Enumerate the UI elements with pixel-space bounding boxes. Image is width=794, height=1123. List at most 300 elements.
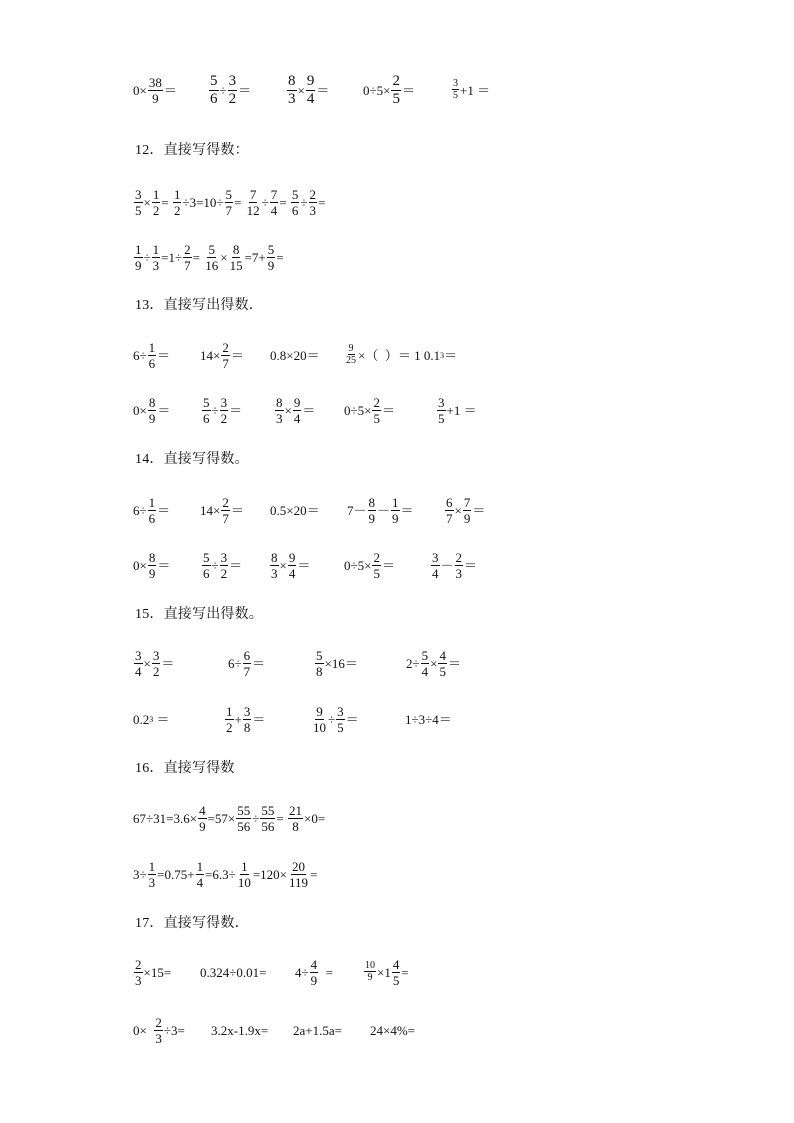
- fraction: [148, 860, 157, 889]
- expression-text: 6.3÷: [212, 866, 236, 882]
- fraction-numerator: 9: [306, 72, 315, 89]
- fraction-denominator: 2: [226, 719, 233, 735]
- fraction-numerator: 4: [199, 802, 206, 818]
- expression-text: 0.75+: [164, 866, 195, 882]
- fraction: [148, 496, 157, 525]
- expression-text: 6÷: [133, 347, 147, 363]
- exponent: 3: [149, 714, 154, 724]
- fraction-numerator: 8: [148, 549, 156, 565]
- expression-text: 0.5×20＝: [270, 502, 320, 518]
- fraction-numerator: 3: [432, 549, 439, 565]
- math-expression: [224, 699, 265, 739]
- fraction-numerator: 1: [152, 241, 160, 257]
- fraction: [364, 961, 376, 983]
- fraction-denominator: 9: [463, 510, 471, 526]
- expression-text: ＝: [230, 502, 244, 518]
- math-expression: [133, 1010, 185, 1050]
- fraction-denominator: 4: [288, 565, 296, 581]
- expression-text: 0.2: [133, 711, 150, 727]
- fraction-denominator: 2: [228, 90, 237, 107]
- fraction: [452, 79, 459, 101]
- expression-text: ＝: [230, 347, 244, 363]
- expression-text: 67÷31=: [133, 810, 174, 826]
- fraction-denominator: 7: [225, 202, 233, 218]
- problem-row: [0, 854, 794, 894]
- fraction-denominator: 6: [210, 90, 218, 107]
- expression-text: 4÷: [295, 964, 309, 980]
- fraction-numerator: 1: [135, 241, 142, 257]
- fraction: [391, 74, 401, 107]
- expression-text: 3.6×: [173, 810, 198, 826]
- fraction-numerator: 1: [148, 494, 156, 510]
- math-expression: [133, 70, 177, 110]
- expression-text: 0÷5×: [344, 402, 372, 418]
- expression-text: ＝: [447, 655, 461, 671]
- math-expression: [133, 335, 170, 375]
- expression-text: ×（ ）＝ 1 0.1: [358, 347, 441, 363]
- fraction-numerator: 2: [373, 394, 380, 410]
- problem-row: [0, 390, 794, 430]
- fraction-numerator: 1: [152, 186, 160, 202]
- fraction-denominator: 9: [392, 510, 399, 526]
- fraction-denominator: 3: [135, 972, 142, 988]
- fraction-denominator: 2: [152, 202, 160, 218]
- fraction-denominator: 56: [261, 818, 275, 834]
- expression-text: 0.324÷0.01=: [200, 964, 267, 980]
- expression-text: 0÷5×: [363, 82, 391, 98]
- fraction: [437, 396, 446, 425]
- fraction: [173, 188, 182, 217]
- expression-text: 24×4%=: [370, 1022, 415, 1038]
- expression-text: ＝: [302, 402, 316, 418]
- fraction-denominator: 9: [310, 972, 318, 988]
- fraction: [372, 551, 381, 580]
- fraction-denominator: 25: [346, 355, 356, 366]
- fraction: [392, 958, 401, 987]
- fraction: [315, 649, 324, 678]
- math-expression: [444, 490, 485, 530]
- expression-text: ÷: [211, 557, 219, 573]
- fraction-denominator: 7: [222, 355, 229, 371]
- fraction-numerator: 10: [365, 960, 375, 971]
- fraction-numerator: 5: [203, 394, 210, 410]
- fraction-numerator: 3: [243, 703, 251, 719]
- math-expression: [201, 545, 242, 585]
- fraction-numerator: 2: [455, 549, 463, 565]
- math-expression: [451, 70, 490, 110]
- fraction-denominator: 5: [438, 410, 445, 426]
- fraction: [438, 649, 447, 678]
- fraction-numerator: 1: [392, 494, 399, 510]
- fraction: [202, 551, 211, 580]
- fraction: [287, 74, 297, 107]
- expression-text: 120×: [260, 866, 287, 882]
- section-heading: 13．直接写出得数．: [135, 298, 263, 313]
- expression-text: [284, 812, 287, 825]
- problem-row: [0, 237, 794, 277]
- fraction: [148, 76, 163, 105]
- expression-text: ＝: [163, 82, 177, 98]
- section-heading: 15．直接写出得数。: [135, 607, 263, 622]
- math-expression: [370, 1010, 415, 1050]
- math-expression: [133, 545, 170, 585]
- fraction-denominator: 6: [291, 202, 299, 218]
- fraction-numerator: 9: [288, 549, 296, 565]
- fraction: [148, 396, 157, 425]
- fraction-numerator: 2: [309, 186, 317, 202]
- fraction: [134, 649, 143, 678]
- expression-text: 0×: [133, 402, 147, 418]
- expression-text: ×: [143, 194, 151, 210]
- fraction: [391, 496, 400, 525]
- fraction: [345, 344, 357, 366]
- fraction: [306, 74, 316, 107]
- expression-text: =: [161, 249, 169, 265]
- fraction: [260, 804, 275, 833]
- fraction: [220, 551, 229, 580]
- problem-row: [0, 798, 794, 838]
- fraction-numerator: 5: [291, 186, 299, 202]
- fraction-denominator: 9: [152, 90, 159, 106]
- fraction: [196, 860, 205, 889]
- expression-text: =: [318, 194, 326, 210]
- fraction-denominator: 9: [368, 510, 376, 526]
- section-heading: 14．直接写得数。: [135, 452, 249, 467]
- fraction: [221, 341, 230, 370]
- problem-row: [0, 952, 794, 992]
- expression-text: =: [234, 194, 242, 210]
- fraction: [225, 705, 234, 734]
- fraction: [270, 551, 279, 580]
- fraction-numerator: 4: [439, 647, 446, 663]
- math-expression: [311, 699, 359, 739]
- fraction-denominator: 15: [229, 257, 243, 273]
- fraction-denominator: 9: [148, 410, 156, 426]
- fraction: [463, 496, 472, 525]
- problem-row: [0, 490, 794, 530]
- expression-text: 14×: [200, 502, 221, 518]
- fraction: [336, 705, 345, 734]
- expression-text: 6÷: [133, 502, 147, 518]
- fraction: [421, 649, 430, 678]
- fraction: [243, 705, 252, 734]
- fraction: [243, 649, 252, 678]
- fraction-numerator: 4: [310, 956, 318, 972]
- fraction-numerator: 1: [148, 858, 156, 874]
- fraction-numerator: 6: [243, 647, 251, 663]
- fraction: [152, 188, 161, 217]
- fraction: [291, 188, 300, 217]
- fraction-numerator: 5: [225, 186, 233, 202]
- fraction: [445, 496, 454, 525]
- fraction-denominator: 10: [313, 719, 326, 735]
- fraction-denominator: 3: [309, 202, 317, 218]
- fraction: [288, 551, 297, 580]
- math-expression: [133, 699, 170, 739]
- fraction: [154, 1016, 163, 1045]
- math-expression: [133, 952, 171, 992]
- fraction-numerator: 21: [288, 802, 302, 818]
- expression-text: ×1: [377, 964, 391, 980]
- expression-text: ÷: [211, 402, 219, 418]
- math-expression: [270, 335, 320, 375]
- fraction-denominator: 56: [237, 818, 251, 834]
- fraction-denominator: 9: [267, 257, 275, 273]
- expression-text: ＝: [252, 711, 266, 727]
- fraction-denominator: 5: [392, 972, 400, 988]
- fraction-denominator: 2: [220, 410, 228, 426]
- math-expression: [344, 545, 395, 585]
- expression-text: 2a+1.5a=: [293, 1022, 342, 1038]
- expression-text: ＝: [157, 347, 171, 363]
- expression-text: ÷: [219, 82, 227, 98]
- fraction-numerator: 2: [184, 241, 191, 257]
- problem-row: [0, 699, 794, 739]
- fraction-numerator: 3: [337, 703, 344, 719]
- fraction-numerator: 3: [438, 394, 445, 410]
- expression-text: =: [157, 866, 165, 882]
- fraction-denominator: 4: [270, 202, 278, 218]
- fraction: [229, 243, 244, 272]
- expression-text: =: [310, 866, 318, 882]
- expression-text: 10÷: [203, 194, 224, 210]
- fraction: [198, 804, 207, 833]
- expression-text: =: [276, 249, 284, 265]
- fraction-denominator: 2: [173, 202, 181, 218]
- fraction: [270, 188, 279, 217]
- fraction: [246, 188, 261, 217]
- expression-text: [169, 196, 172, 209]
- expression-text: [200, 251, 203, 264]
- expression-text: ÷: [143, 249, 151, 265]
- fraction-numerator: 7: [270, 186, 278, 202]
- fraction-numerator: 38: [148, 74, 162, 90]
- fraction-numerator: 55: [237, 802, 251, 818]
- fraction-numerator: 5: [210, 72, 218, 89]
- fraction-denominator: 10: [237, 874, 251, 890]
- expression-text: 0×: [133, 82, 147, 98]
- math-expression: [211, 1010, 268, 1050]
- math-expression: [133, 643, 174, 683]
- section-heading: 12．直接写得数：: [135, 143, 249, 158]
- fraction-numerator: 3: [228, 72, 237, 89]
- fraction-numerator: 5: [316, 647, 323, 663]
- fraction-denominator: 12: [246, 202, 260, 218]
- expression-text: ×: [297, 82, 305, 98]
- fraction-denominator: 8: [243, 719, 251, 735]
- math-expression: [270, 490, 320, 530]
- fraction-numerator: 1: [196, 858, 204, 874]
- fraction: [310, 958, 319, 987]
- fraction-denominator: 7: [243, 663, 251, 679]
- fraction-denominator: 9: [367, 972, 373, 983]
- fraction: [309, 188, 318, 217]
- exponent: 3: [440, 350, 445, 360]
- expression-text: 0.8×20＝: [270, 347, 320, 363]
- expression-text: 7+: [251, 249, 266, 265]
- expression-text: 2÷: [406, 655, 420, 671]
- math-expression: [293, 1010, 342, 1050]
- expression-text: 3÷: [133, 866, 147, 882]
- fraction-numerator: 7: [463, 494, 471, 510]
- problem-row: [0, 182, 794, 222]
- fraction-numerator: 3: [453, 78, 458, 89]
- math-expression: [314, 643, 358, 683]
- fraction-numerator: 9: [348, 343, 354, 354]
- fraction-denominator: 7: [184, 257, 191, 273]
- math-expression: [406, 643, 461, 683]
- math-expression: [133, 237, 284, 277]
- fraction-numerator: 9: [293, 394, 301, 410]
- fraction-denominator: 4: [421, 663, 429, 679]
- math-expression: [133, 182, 325, 222]
- expression-text: =: [244, 249, 252, 265]
- fraction-numerator: 2: [155, 1014, 162, 1030]
- fraction: [225, 188, 234, 217]
- expression-text: ＝: [157, 557, 171, 573]
- fraction-numerator: 5: [267, 241, 275, 257]
- expression-text: ×: [430, 655, 438, 671]
- fraction-denominator: 5: [373, 565, 380, 581]
- fraction-numerator: 1: [173, 186, 181, 202]
- fraction-denominator: 3: [271, 565, 278, 581]
- expression-text: ＝: [381, 402, 395, 418]
- fraction-numerator: 5: [203, 549, 210, 565]
- fraction-denominator: 4: [293, 410, 301, 426]
- expression-text: ＝: [157, 402, 171, 418]
- expression-text: =: [401, 964, 409, 980]
- fraction-numerator: 2: [373, 549, 380, 565]
- fraction-denominator: 2: [152, 663, 160, 679]
- expression-text: ＝: [401, 82, 415, 98]
- fraction: [204, 243, 219, 272]
- expression-text: ÷: [252, 810, 260, 826]
- math-expression: [347, 490, 414, 530]
- expression-text: 1÷3÷4＝: [405, 711, 452, 727]
- fraction-denominator: 7: [446, 510, 453, 526]
- fraction-numerator: 20: [292, 858, 306, 874]
- section-heading: 17．直接写得数．: [135, 916, 249, 931]
- math-expression: [133, 854, 317, 894]
- fraction-numerator: 7: [249, 186, 257, 202]
- fraction-denominator: 119: [289, 874, 309, 890]
- expression-text: 1÷: [168, 249, 183, 265]
- math-expression: [405, 699, 452, 739]
- expression-text: ＝: [297, 557, 311, 573]
- expression-text: ＝: [316, 82, 330, 98]
- math-expression: [344, 390, 395, 430]
- fraction-denominator: 5: [135, 202, 142, 218]
- fraction-numerator: 8: [271, 549, 278, 565]
- expression-text: ＝: [472, 502, 486, 518]
- fraction-numerator: 3: [220, 394, 228, 410]
- expression-text: 6÷: [228, 655, 242, 671]
- fraction: [220, 396, 229, 425]
- fraction-denominator: 6: [203, 410, 210, 426]
- expression-text: ×16＝: [324, 655, 358, 671]
- fraction: [312, 705, 327, 734]
- fraction: [152, 243, 161, 272]
- expression-text: ÷: [261, 194, 269, 210]
- math-expression: [201, 390, 242, 430]
- math-expression: [200, 335, 244, 375]
- fraction-denominator: 9: [135, 257, 142, 273]
- math-expression: [363, 70, 415, 110]
- expression-text: 7－: [347, 502, 367, 518]
- fraction-numerator: 2: [392, 72, 400, 89]
- fraction-denominator: 3: [455, 565, 463, 581]
- fraction-numerator: 8: [148, 394, 156, 410]
- fraction-numerator: 2: [135, 956, 142, 972]
- math-expression: [430, 545, 477, 585]
- expression-text: 57×: [214, 810, 236, 826]
- fraction-denominator: 7: [222, 510, 229, 526]
- fraction: [148, 551, 157, 580]
- fraction-numerator: 3: [135, 647, 142, 663]
- fraction-denominator: 4: [306, 90, 315, 107]
- fraction: [237, 860, 252, 889]
- expression-text: ×0=: [303, 810, 326, 826]
- fraction-numerator: 9: [316, 703, 323, 719]
- fraction-numerator: 2: [222, 339, 229, 355]
- math-expression: [295, 952, 333, 992]
- expression-text: ＝: [238, 82, 252, 98]
- fraction-denominator: 3: [152, 257, 160, 273]
- expression-text: ÷3=: [163, 1022, 185, 1038]
- fraction-denominator: 6: [148, 355, 156, 371]
- fraction-numerator: 2: [222, 494, 229, 510]
- fraction: [431, 551, 440, 580]
- fraction-denominator: 3: [276, 410, 283, 426]
- fraction-numerator: 3: [220, 549, 228, 565]
- fraction: [288, 860, 309, 889]
- fraction-numerator: 55: [261, 802, 275, 818]
- math-expression: [133, 390, 170, 430]
- expression-text: =: [205, 866, 213, 882]
- fraction: [267, 243, 276, 272]
- fraction-numerator: 8: [288, 72, 296, 89]
- fraction: [202, 396, 211, 425]
- expression-text: ×15=: [143, 964, 172, 980]
- fraction: [368, 496, 377, 525]
- expression-text: ÷: [300, 194, 308, 210]
- fraction-numerator: 8: [276, 394, 283, 410]
- fraction-denominator: 6: [148, 510, 156, 526]
- math-expression: [208, 70, 251, 110]
- problem-row: [0, 643, 794, 683]
- fraction: [221, 496, 230, 525]
- expression-text: －: [377, 502, 391, 518]
- fraction-denominator: 8: [292, 818, 299, 834]
- expression-text: ＝: [400, 502, 414, 518]
- expression-text: =: [319, 964, 333, 980]
- fraction: [236, 804, 251, 833]
- fraction: [134, 958, 143, 987]
- expression-text: 3.2x-1.9x=: [211, 1022, 269, 1038]
- math-expression: [344, 335, 457, 375]
- expression-text: =: [207, 810, 215, 826]
- fraction-numerator: 5: [421, 647, 429, 663]
- fraction: [288, 804, 303, 833]
- fraction: [134, 188, 143, 217]
- expression-text: ×: [454, 502, 462, 518]
- fraction-numerator: 4: [392, 956, 400, 972]
- math-expression: [133, 490, 170, 530]
- expression-text: ×: [220, 249, 228, 265]
- expression-text: ＝: [252, 655, 266, 671]
- expression-text: 0×: [133, 557, 147, 573]
- fraction-denominator: 4: [196, 874, 204, 890]
